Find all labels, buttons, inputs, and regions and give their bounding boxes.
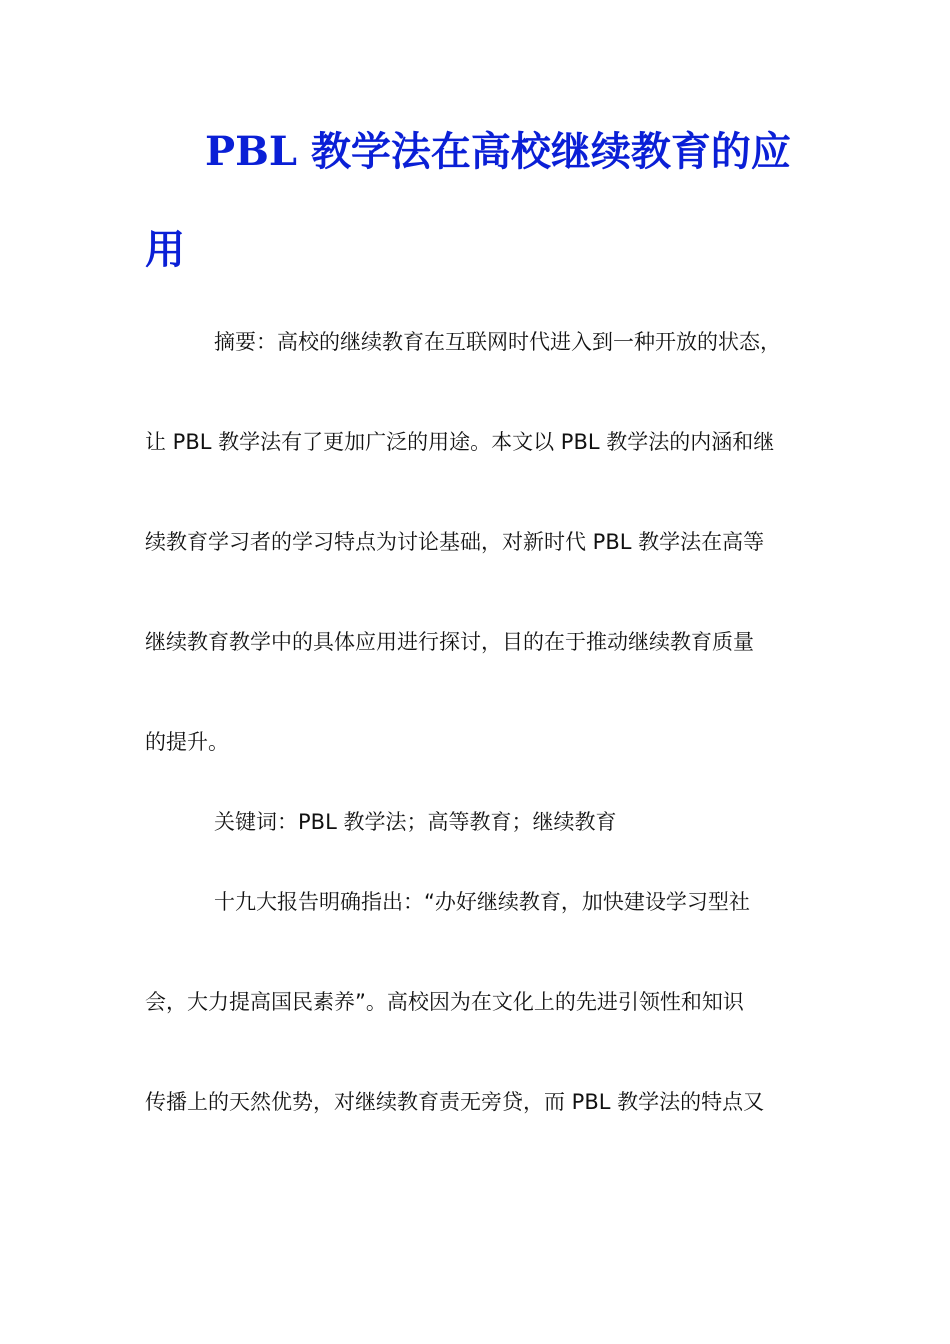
abstract-line: 继续教育教学中的具体应用进行探讨，目的在于推动继续教育质量 bbox=[145, 630, 754, 654]
abstract-line: 让 PBL 教学法有了更加广泛的用途。本文以 PBL 教学法的内涵和继 bbox=[145, 430, 775, 454]
document-title-line-2: 用 bbox=[145, 226, 185, 273]
abstract-line: 续教育学习者的学习特点为讨论基础，对新时代 PBL 教学法在高等 bbox=[145, 530, 765, 554]
keywords-line: 关键词：PBL 教学法；高等教育；继续教育 bbox=[214, 810, 617, 834]
body-line: 传播上的天然优势，对继续教育责无旁贷，而 PBL 教学法的特点又 bbox=[145, 1090, 765, 1114]
abstract-line: 摘要：高校的继续教育在互联网时代进入到一种开放的状态， bbox=[214, 330, 781, 354]
document-title-line-1: PBL 教学法在高校继续教育的应 bbox=[205, 128, 791, 175]
body-line: 会，大力提高国民素养”。高校因为在文化上的先进引领性和知识 bbox=[145, 990, 744, 1014]
body-line: 十九大报告明确指出：“办好继续教育，加快建设学习型社 bbox=[214, 890, 750, 914]
abstract-line: 的提升。 bbox=[145, 730, 229, 754]
